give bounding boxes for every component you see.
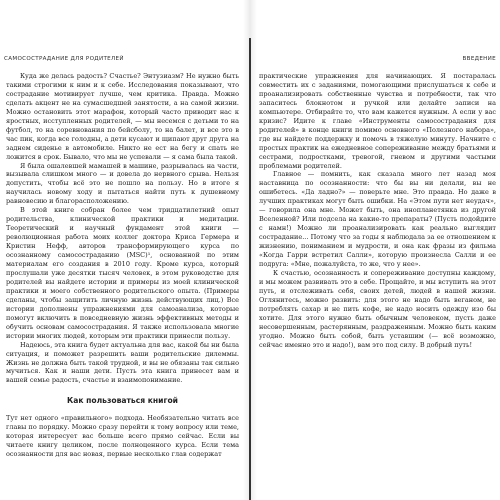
paragraph: практические упражнения для начинающих. Я постаралась совместить их с заданиями, помогающими прислушаться к себе и проанализировать собственные чувства и потребности, так что запаситесь блокнотом и ручкой или делайте записи на компьютере. Отбирайте то, что вам кажется нужным. А если у вас кризис? Идите к главе «Инструменты самосострадания для родителей» в конце книги помимо основного «Полезного набора», где вы найдете поддержку и помочь в тяжелую минуту. Начните с простых практик на ежедневное сопереживание между братьями и сестрами, подростками, тревогой, гневом и другими частыми проблемами родителей. [259, 72, 496, 170]
paragraph: Главное — помнить, как сказала много лет назад моя наставница по осознанности: что бы вы ни делали, вы не ошибетесь. «Да ладно?» — поверьте мне. Это правда. Но даже в лучших практиках могут быть ошибки. На «Этом пути нет неудач», — говорила она мне. Может быть, она инопланетянка из другой Вселенной? Или подсела на какие-то препараты? (Пусть подойдите с намн!) Можно ли проанализировать как реально выглядит сострадание... Потому что за годы я наблюдала за ее отношением к жизнению, пониманием и мудрости, и она как фразы из фильма «Когда Гарри встретил Салли», которую произнесла Салли и ее подруга: «Мне, пожалуйста, то же, что у нее». [259, 170, 496, 269]
left-page [0, 0, 243, 500]
paragraph: В этой книге собран более чем тридцатилетний опыт родительства, клинической практики и медитации. Теоретический и научный фундамент этой книги — революционная работа моих коллег доктора Криса Гермера и Кристин Нефф, авторов трансформирующего курса по осознанному самосостраданию (MSC)¹, основанной по этим материалам его создания в 2010 году. Кроме курса, который прослушали уже десятки тысяч человек, в этом руководстве для родителей вы найдете истории и примеры из моей клинической практики и моего собственного родительского опыта. (Примеры сделаны, чтобы защитить личную жизнь действующих лиц.) Все истории дополнены упражнениями для самоанализа, которые помогут включить в повседневную жизнь эффективных методы и обучить основам самосострадания. Я также использовала многие истории многих людей, которым эти практики принесли пользу. [6, 206, 239, 340]
paragraph: Куда же делась радость? Счастье? Энтузиазм? Не нужно быть такими строгими к ним и к себе. Исследования показывают, что сострадание мотивирует лучше, чем критика. Правда. Можно сделать акцент не на сумасшедшей занятости, а на самой жизни. Можно остановить этот марафон, который часто приводит нас к яростных, исступленных родителей, — мы несемся с детьми то на футбол, то на соревнования по бейсболу, то на балет, и все это в час пик, когда все голодны, а дети кусают и щипают друг друга на заднем сиденье в автомобиле. Никто не ест на бегу и спать не ложится в срок. Бывало, что мы не успевали — я сама была такой. [6, 72, 239, 161]
paragraph: Я была ошалевшей мамашей в машине, разрывалась на части, вызывала слишком много — и довела до нервного срыва. Нельзя допустить, чтобы всё это не пошло на пользу. Но в итоге я научилась новому ходу и пытаться найти путь к душевному равновесию и благорасположению. [6, 161, 239, 206]
right-page-body [259, 72, 496, 350]
spine-line [249, 38, 251, 500]
paragraph: К счастью, осознанность и сопереживание доступны каждому, и мы можем развивать это в себе. Прощайте, и мы вступить на этот путь, и отслеживать себя, своих детей, людей в нашей жизни. Оглянитесь, можно развить: для этого не надо быть веганом, не потреблять сахар и не пить кофе, не надо носить одежду изо бы хотите. Для этого нужно быть обычным человеком, пусть даже несовершенным, растерянным, раздраженным. Можно быть каким угодно. Можно быть собой, быть уставшим (— всё возможно, сейчас именно это и надо!), вам это под силу. В добрый путь! [259, 268, 496, 349]
running-head-left: САМОСОСТРАДАНИЕ ДЛЯ РОДИТЕЛЕЙ [4, 56, 124, 62]
paragraph: Тут нет одного «правильного» подхода. Необязательно читать все главы по порядку. Можно сразу перейти к тому вопросу или теме, которая интересует вас больше всего прямо сейчас. Если вы читаете книгу целиком, после полноценного курса. Если тема осознанности для вас новая, первые несколько глав содержат [6, 414, 239, 459]
section-heading: Как пользоваться книгой [67, 396, 178, 406]
right-page [257, 0, 500, 500]
running-head-right: ВВЕДЕНИЕ [462, 56, 496, 62]
left-page-body [6, 72, 239, 459]
paragraph: Надеюсь, эта книга будет актуальна для вас, какой бы ни была ситуация, и поможет разрешить ваши родительские дилеммы. Жизнь не должна быть такой трудной, и вы не обязаны так сильно мучиться. Как и наши дети. Пусть эта книга принесет вам и вашей семье радость, счастье и взаимопонимание. [6, 340, 239, 385]
